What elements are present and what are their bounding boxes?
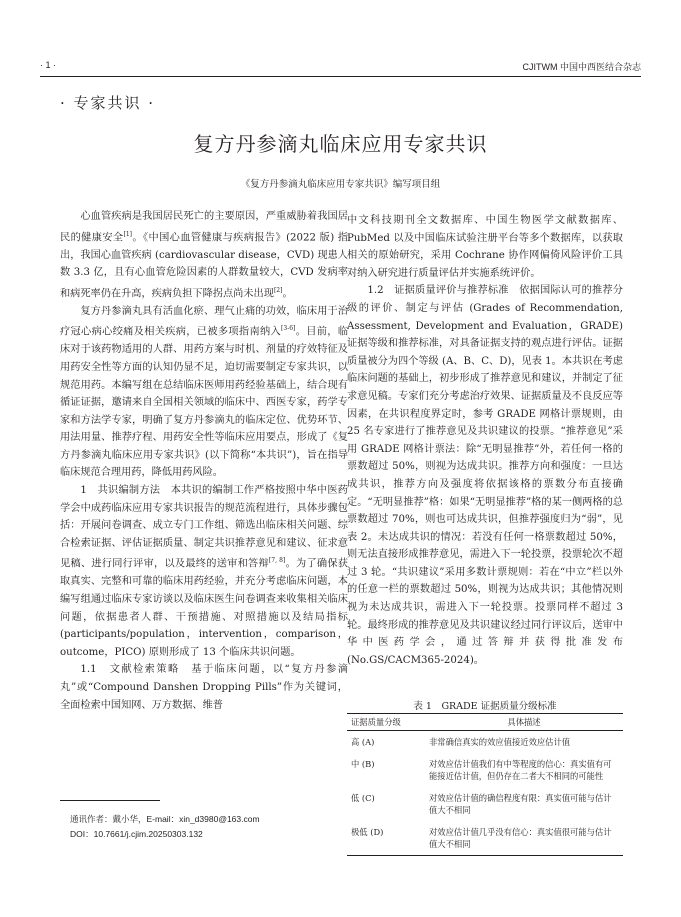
paragraph: 1.1 文献检索策略 基于临床问题，以“复方丹参滴丸”或“Compound Danshen Dropping Pills”作为关键词，全面检索中国知网、万方数据、维普 (60, 664, 348, 711)
doi: DOI：10.7661/j.cjim.20250303.132 (70, 829, 203, 839)
table-cell: 对效应估计值几乎没有信心：真实值很可能与估计值大不相同 (425, 821, 623, 856)
footnote (70, 812, 260, 842)
table-row (347, 731, 623, 754)
table-header: 证据质量分级 (347, 714, 425, 731)
table-cell: 中 (B) (351, 759, 375, 769)
paragraph: 心血管疾病是我国居民死亡的主要原因，严重威胁着我国居民的健康安全[1]。《中国心血管健康与疾病报告》(2022 版) 指出，我国心血管疾病 (cardiovascular disease，CVD) 现患人数 3.3 亿，且有心血管危险因素的人群数量较大，CVD 发病率和病死率仍在升高，疾病负担下降拐点尚未出现[2]。 (60, 211, 348, 300)
section-label: · 专家共识 · (60, 94, 156, 112)
table-row (347, 787, 623, 821)
table-row (347, 821, 623, 856)
corresponding-author: 通讯作者：戴小华，E-mail：xin_d3980@163.com (70, 814, 260, 824)
author-line: 《复方丹参滴丸临床应用专家共识》编写项目组 (240, 179, 441, 190)
table-caption: 表 1 GRADE 证据质量分级标准 (413, 701, 557, 712)
grade-table (347, 713, 623, 856)
table-cell: 极低 (D) (347, 821, 425, 856)
table-cell: 高 (A) (351, 737, 375, 747)
table-cell: 低 (C) (351, 793, 375, 803)
page-number: · 1 · (40, 60, 57, 70)
paragraph: 中文科技期刊全文数据库、中国生物医学文献数据库、PubMed 以及中国临床试验注册平台等多个数据库，以获取相关的原始研究，采用 Cochrane 协作网偏倚风险评价工具对纳入研究进行质量评估并实施系统评价。 (347, 215, 623, 279)
table-cell: 对效应估计值我们有中等程度的信心：真实值有可能接近估计值，但仍存在二者大不相同的可能性 (429, 759, 612, 781)
table-row (347, 753, 623, 787)
article-title: 复方丹参滴丸临床应用专家共识 (193, 132, 488, 156)
paragraph: 复方丹参滴丸具有活血化瘀、理气止痛的功效，临床用于治疗冠心病心绞痛及相关疾病，已被多项指南纳入[3-6]。目前，临床对于该药物适用的人群、用药方案与时机、剂量的疗效特征及用药安全性等方面的认知仍显不足，迫切需要制定专家共识，以规范用药。本编写组在总结临床医师用药经验基础上，结合现有循证证据，邀请来自全国相关领域的临床中、西医专家，药学专家和方法学专家，明确了复方丹参滴丸的临床定位、优势环节、用法用量、推荐疗程、用药安全性等临床应用要点，形成了《复方丹参滴丸临床应用专家共识》(以下简称“本共识”)，旨在指导临床规范合理用药，降低用药风险。 (60, 305, 349, 479)
footnote-rule (60, 800, 160, 801)
paragraph: 1.2 证据质量评价与推荐标准 依据国际认可的推荐分级的评价、制定与评估 (Grades of Recommendation, Assessment, Development and Evaluation，GRADE) 证据等级和推荐标准，对具备证据支持的观点进行评估。证据质量被分为四个等级 (A、B、C、D)，见表 1。本共识在考虑临床问题的基础上，初步形成了推荐意见和建议，并制定了征求意见稿。专家们充分考虑治疗效果、证据质量及不良反应等因素，在共识程度界定时，参考 GRADE 网格计票规则，由 25 名专家进行了推荐意见及共识建议的投票。“推荐意见”采用 GRADE 网格计票法：除“无明显推荐”外，若任何一格的票数超过 50%，则视为达成共识。推荐方向和强度：一旦达成共识，推荐方向及强度将依据该格的票数分布直接确定。“无明显推荐”格：如果“无明显推荐”格的某一侧两格的总票数超过 70%，则也可达成共识，但推荐强度归为“弱”，见表 2。未达成共识的情况：若没有任何一格票数超过 50%，则无法直接形成推荐意见，需进入下一轮投票，投票轮次不超过 3 轮。“共识建议”采用多数计票规则：若在“中立”栏以外的任意一栏的票数超过 50%，则视为达成共识；其他情况则视为未达成共识，需进入下一轮投票。投票同样不超过 3 轮。最终形成的推荐意见及共识建议经过同行评议后，送审中华中医药学会，通过答辩并获得批准发布 (No.GS/CACM365-2024)。 (347, 285, 623, 666)
table-cell: 对效应估计值的确信程度有限：真实值可能与估计值大不相同 (429, 793, 612, 815)
right-column (347, 212, 623, 669)
table-cell: 非常确信真实的效应值接近效应估计值 (429, 737, 571, 747)
journal-name: CJITWM 中国中西医结合杂志 (522, 62, 641, 72)
paragraph: 1 共识编制方法 本共识的编制工作严格按照中华中医药学会中成药临床应用专家共识报告的规范流程进行，具体步骤包括：开展问卷调查、成立专门工作组、筛选出临床相关问题、综合检索证据、评估证据质量、制定共识推荐意见和建议、征求意见稿、进行同行评审，以及最终的送审和答辩[7, 8]。为了确保获取真实、完整和可靠的临床用药经验，并充分考虑临床问题，本编写组通过临床专家访谈以及临床医生问卷调查来收集相关临床问题，依据患者人群、干预措施、对照措施以及结局指标 (participants/population，intervention，comparison，outcome，PICO) 原则形成了 13 个临床共识问题。 (60, 485, 348, 658)
header-rule (40, 76, 641, 77)
running-header (40, 60, 641, 74)
table-header: 具体描述 (425, 714, 623, 731)
left-column (60, 208, 348, 714)
